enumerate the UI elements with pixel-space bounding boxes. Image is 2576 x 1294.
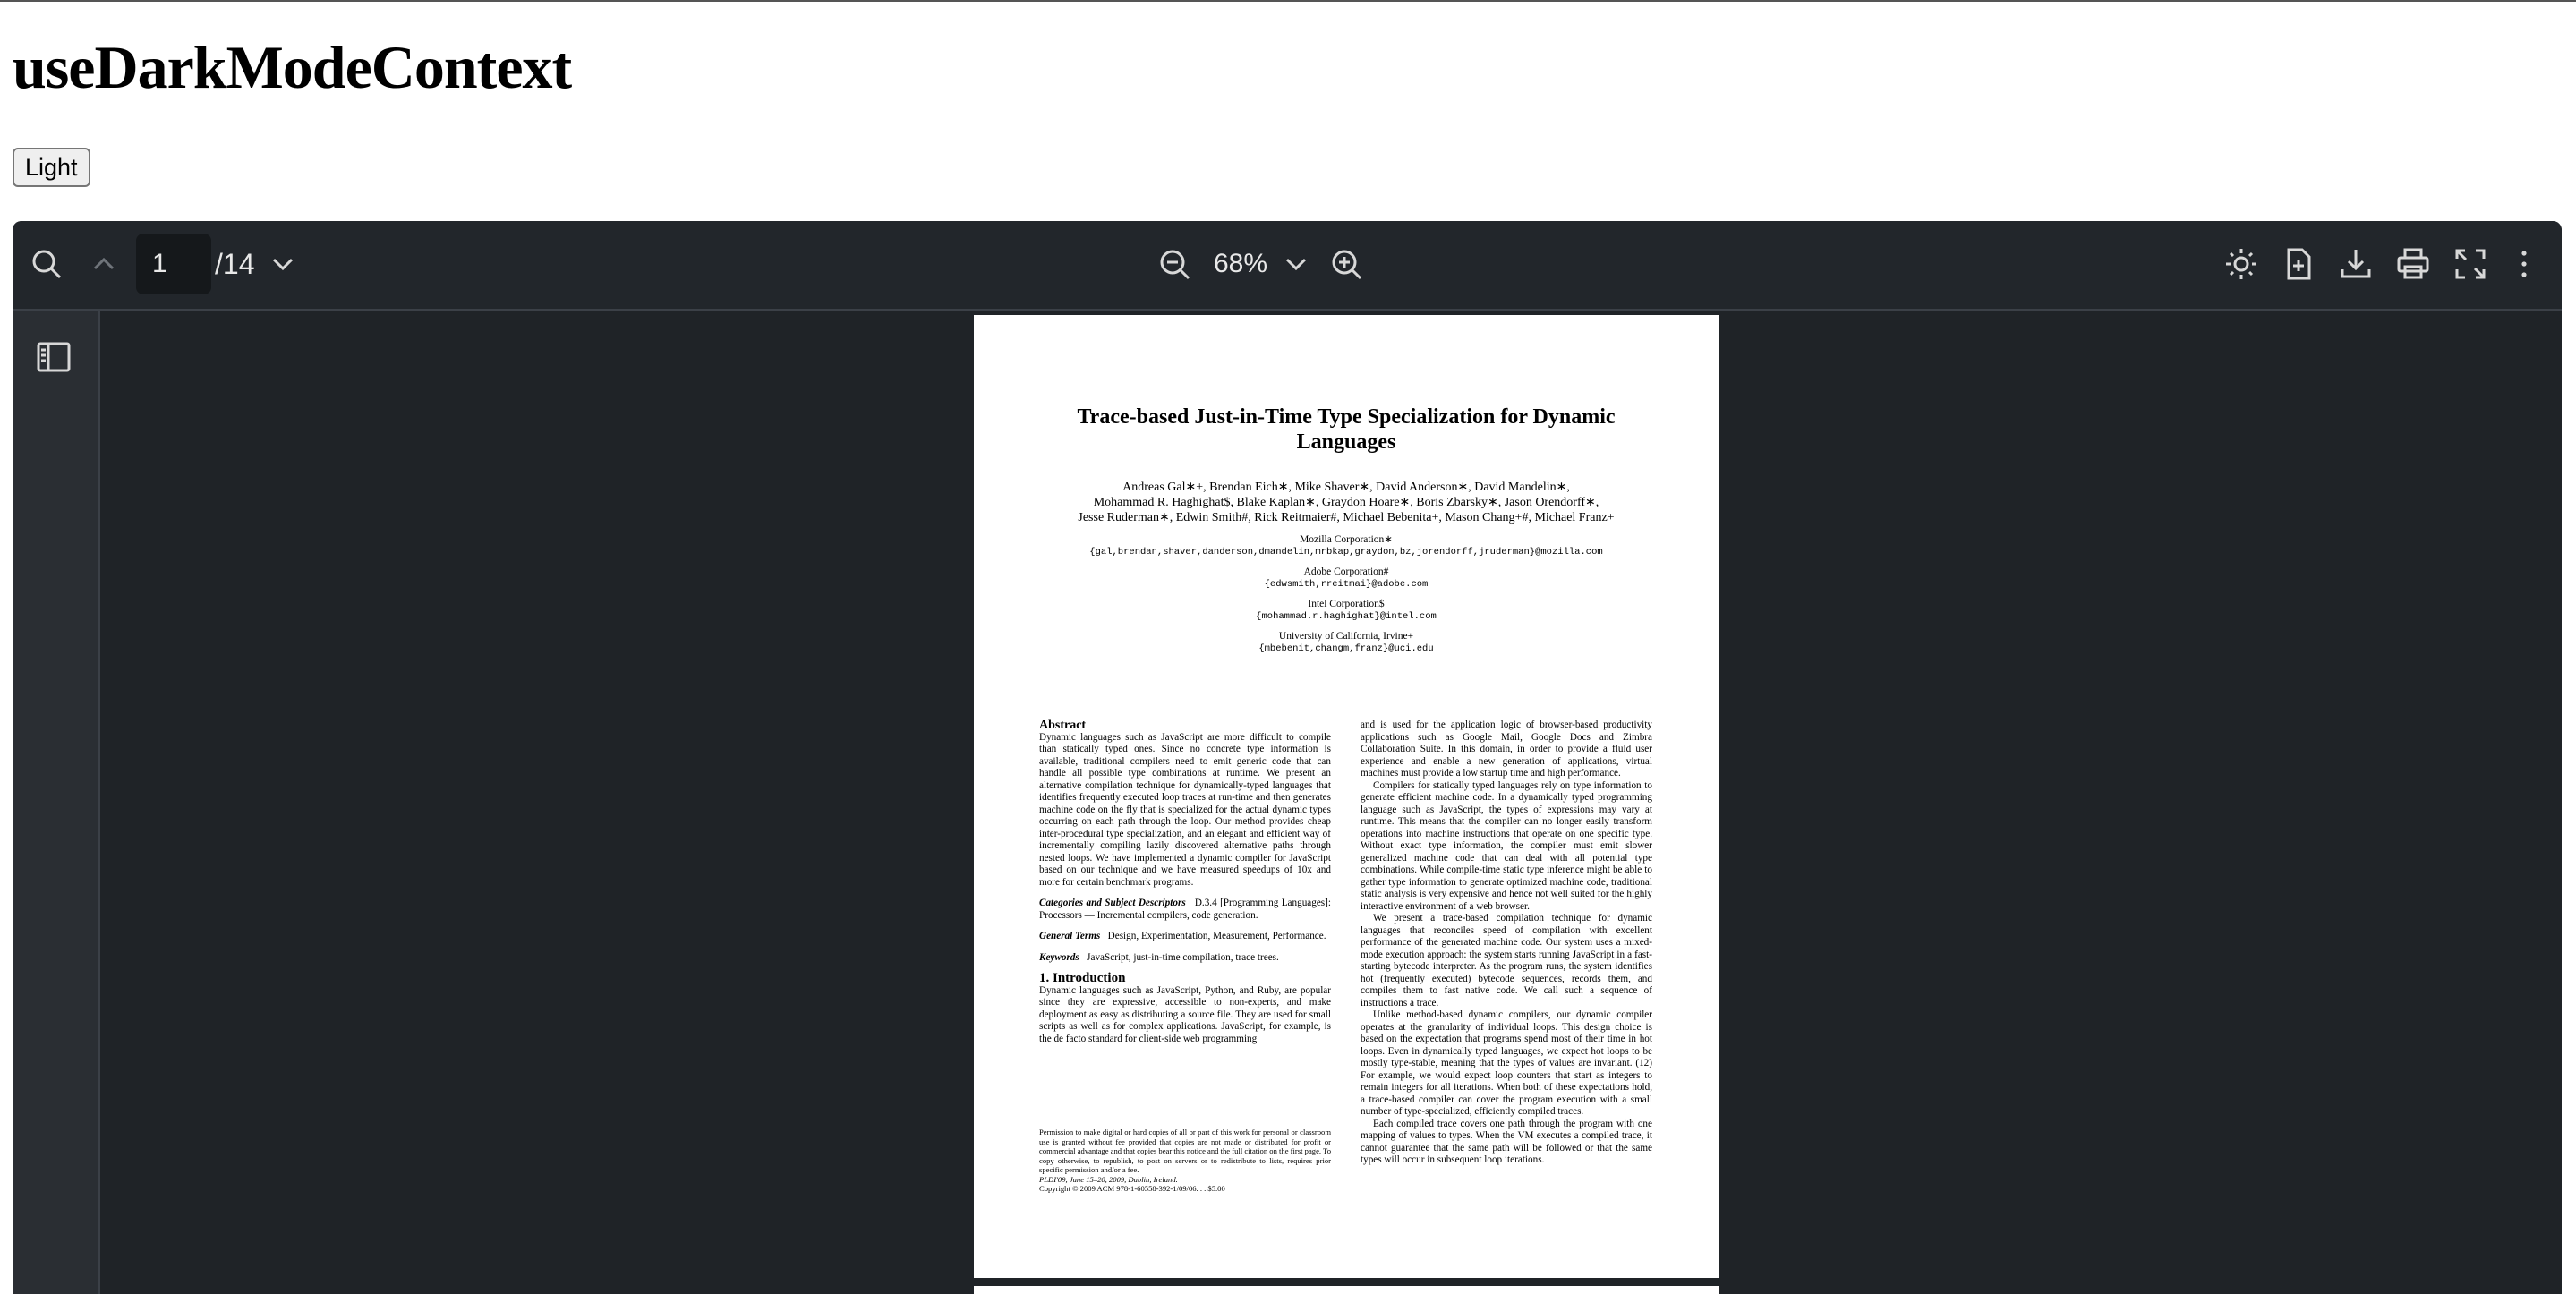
zoom-in-icon[interactable] <box>1326 244 1366 284</box>
sun-icon[interactable] <box>2222 244 2261 284</box>
search-icon[interactable] <box>27 244 66 284</box>
theme-toggle-button[interactable]: Light <box>13 148 90 187</box>
paper-title: Trace-based Just-in-Time Type Specialization for Dynamic Languages <box>1077 405 1616 454</box>
zoom-out-icon[interactable] <box>1155 244 1194 284</box>
more-vertical-icon[interactable] <box>2504 244 2544 284</box>
abstract-text: Dynamic languages such as JavaScript are more difficult to compile than statically typed ones. Since no concrete type information is available, traditional compilers need to emit generic code that can handle all possible type combinations at runtime. We present an alternative compilation technique for dynamically-typed languages that identifies frequently executed loop traces at run-time and then generates machine code on the fly that is specialized for the actual dynamic types occurring on each path through the loop. Our method provides cheap inter-procedural type specialization, and an elegant and efficient way of incrementally compiling lazily discovered alternative paths through nested loops. We have implemented a dynamic compiler for JavaScript based on our technique and we have measured speedups of 10x and more for certain benchmark programs. <box>1039 731 1331 888</box>
right-paragraph-4: Unlike method-based dynamic compilers, our dynamic compiler operates at the granularity of individual loops. This design choice is based on the expectation that programs spend most of their time in hot loops. Even in dynamically typed languages, we expect hot loops to be mostly type-stable, meaning that the types of values are invariant. (12) For example, we would expect loop counters that start as integers to remain integers for all iterations. When both of these expectations hold, a trace-based compiler can cover the program execution with a small number of type-specialized, efficiently compiled traces. <box>1361 1009 1652 1117</box>
download-icon[interactable] <box>2336 244 2376 284</box>
page-total: /14 <box>215 248 255 280</box>
right-paragraph-3: We present a trace-based compilation technique for dynamic languages that reconciles speed of compilation with excellent performance of the generated machine code. Our system uses a mixed-mode execution approach: the system starts running JavaScript in a fast-starting bytecode interpreter. As the program runs, the system identifies hot (frequently executed) bytecode sequences, records them, and compiles them to fast native code. We call such a sequence of instructions a trace. <box>1361 913 1652 1009</box>
fullscreen-icon[interactable] <box>2451 244 2490 284</box>
right-paragraph-5: Each compiled trace covers one path through the program with one mapping of values to types. When the VM executes a compiled trace, it cannot guarantee that the same path will be followed or that the same types will occur in subsequent loop iterations. <box>1361 1118 1652 1165</box>
chevron-up-icon[interactable] <box>84 244 124 284</box>
affiliation-uci: University of California, Irvine+ {mbebenit,changm,franz}@uci.edu <box>1258 631 1434 654</box>
print-icon[interactable] <box>2393 244 2433 284</box>
general-terms: General Terms Design, Experimentation, Measurement, Performance. <box>1039 931 1326 941</box>
abstract-heading: Abstract <box>1039 719 1087 732</box>
document-canvas[interactable] <box>100 311 2562 1294</box>
right-paragraph-2: Compilers for statically typed languages rely on type information to generate efficient machine code. In a dynamically typed programming language such as JavaScript, the types of expressions may vary at runtime. This means that the compiler can no longer easily transform operations into machine instructions that operate on one specific type. Without exact type information, the compiler must emit slower generalized machine code that can deal with all potential type combinations. While compile-time static type inference might be able to gather type information to generate optimized machine code, traditional static analysis is very expensive and hence not well suited for the highly interactive environment of a web browser. <box>1361 779 1652 912</box>
right-paragraph-1: and is used for the application logic of browser-based productivity applications such as Google Mail, Google Docs and Zimbra Collaboration Suite. In this domain, in order to provide a fluid user experience and enable a new generation of applications, virtual machines must provide a low startup time and high performance. <box>1361 719 1652 779</box>
page-title: useDarkModeContext <box>13 33 572 101</box>
zoom-dropdown-icon[interactable] <box>1276 244 1316 284</box>
left-column <box>1039 719 1331 1045</box>
pdf-page-2 <box>974 1286 1719 1294</box>
permission-footnote: Permission to make digital or hard copies of all or part of this work for personal or classroom use is granted without fee provided that copies are not made or distributed for profit or commercial advantage and that copies bear this notice and the full citation on the first page. To copy otherwise, to republish, to post on servers or to redistribute to lists, requires prior specific permission and/or a fee. PLDI'09, June 15–20, 2009, Dublin, Ireland. Copyright © 2009 ACM 978-1-60558-392-1/09/06. . . $5.00 <box>1039 1128 1331 1193</box>
zoom-level[interactable]: 68% <box>1214 249 1268 278</box>
page-number-input[interactable] <box>136 234 211 294</box>
intro-text: Dynamic languages such as JavaScript, Python, and Ruby, are popular since they are expressive, accessible to non-experts, and make deployment as easy as distributing a source file. They are used for small scripts as well as for complex applications. JavaScript, for example, is the de facto standard for client-side web programming <box>1039 984 1331 1044</box>
open-file-icon[interactable] <box>2279 244 2318 284</box>
affiliation-intel: Intel Corporation$ {mohammad.r.haghighat}@intel.com <box>1256 599 1437 622</box>
paper-authors: Andreas Gal∗+, Brendan Eich∗, Mike Shaver∗, David Anderson∗, David Mandelin∗, Mohammad R. Haghighat$, Blake Kaplan∗, Graydon Hoare∗, Boris Zbarsky∗, Jason Orendorff∗, Jesse Ruderman∗, Edwin Smith#, Rick Reitmaier#, Michael Bebenita+, Mason Chang+#, Michael Franz+ <box>1078 481 1615 524</box>
right-column <box>1361 719 1652 1167</box>
sidebar-toggle-icon[interactable] <box>36 341 72 373</box>
keywords: Keywords JavaScript, just-in-time compilation, trace trees. <box>1039 951 1279 963</box>
chevron-down-icon[interactable] <box>263 244 303 284</box>
thumbnail-sidebar <box>13 311 100 1294</box>
pdf-viewer <box>13 221 2562 1294</box>
categories: Categories and Subject Descriptors D.3.4 [Programming Languages]: Processors — Incremental compilers, code generation. <box>1039 898 1331 921</box>
intro-heading: 1. Introduction <box>1039 971 1126 985</box>
affiliation-adobe: Adobe Corporation# {edwsmith,rreitmai}@adobe.com <box>1264 566 1429 590</box>
affiliation-mozilla: Mozilla Corporation∗ {gal,brendan,shaver,danderson,dmandelin,mrbkap,graydon,bz,jorendorff,jruderman}@mozilla.com <box>1089 534 1603 558</box>
pdf-page-1 <box>974 315 1719 1278</box>
viewer-toolbar <box>13 221 2562 311</box>
